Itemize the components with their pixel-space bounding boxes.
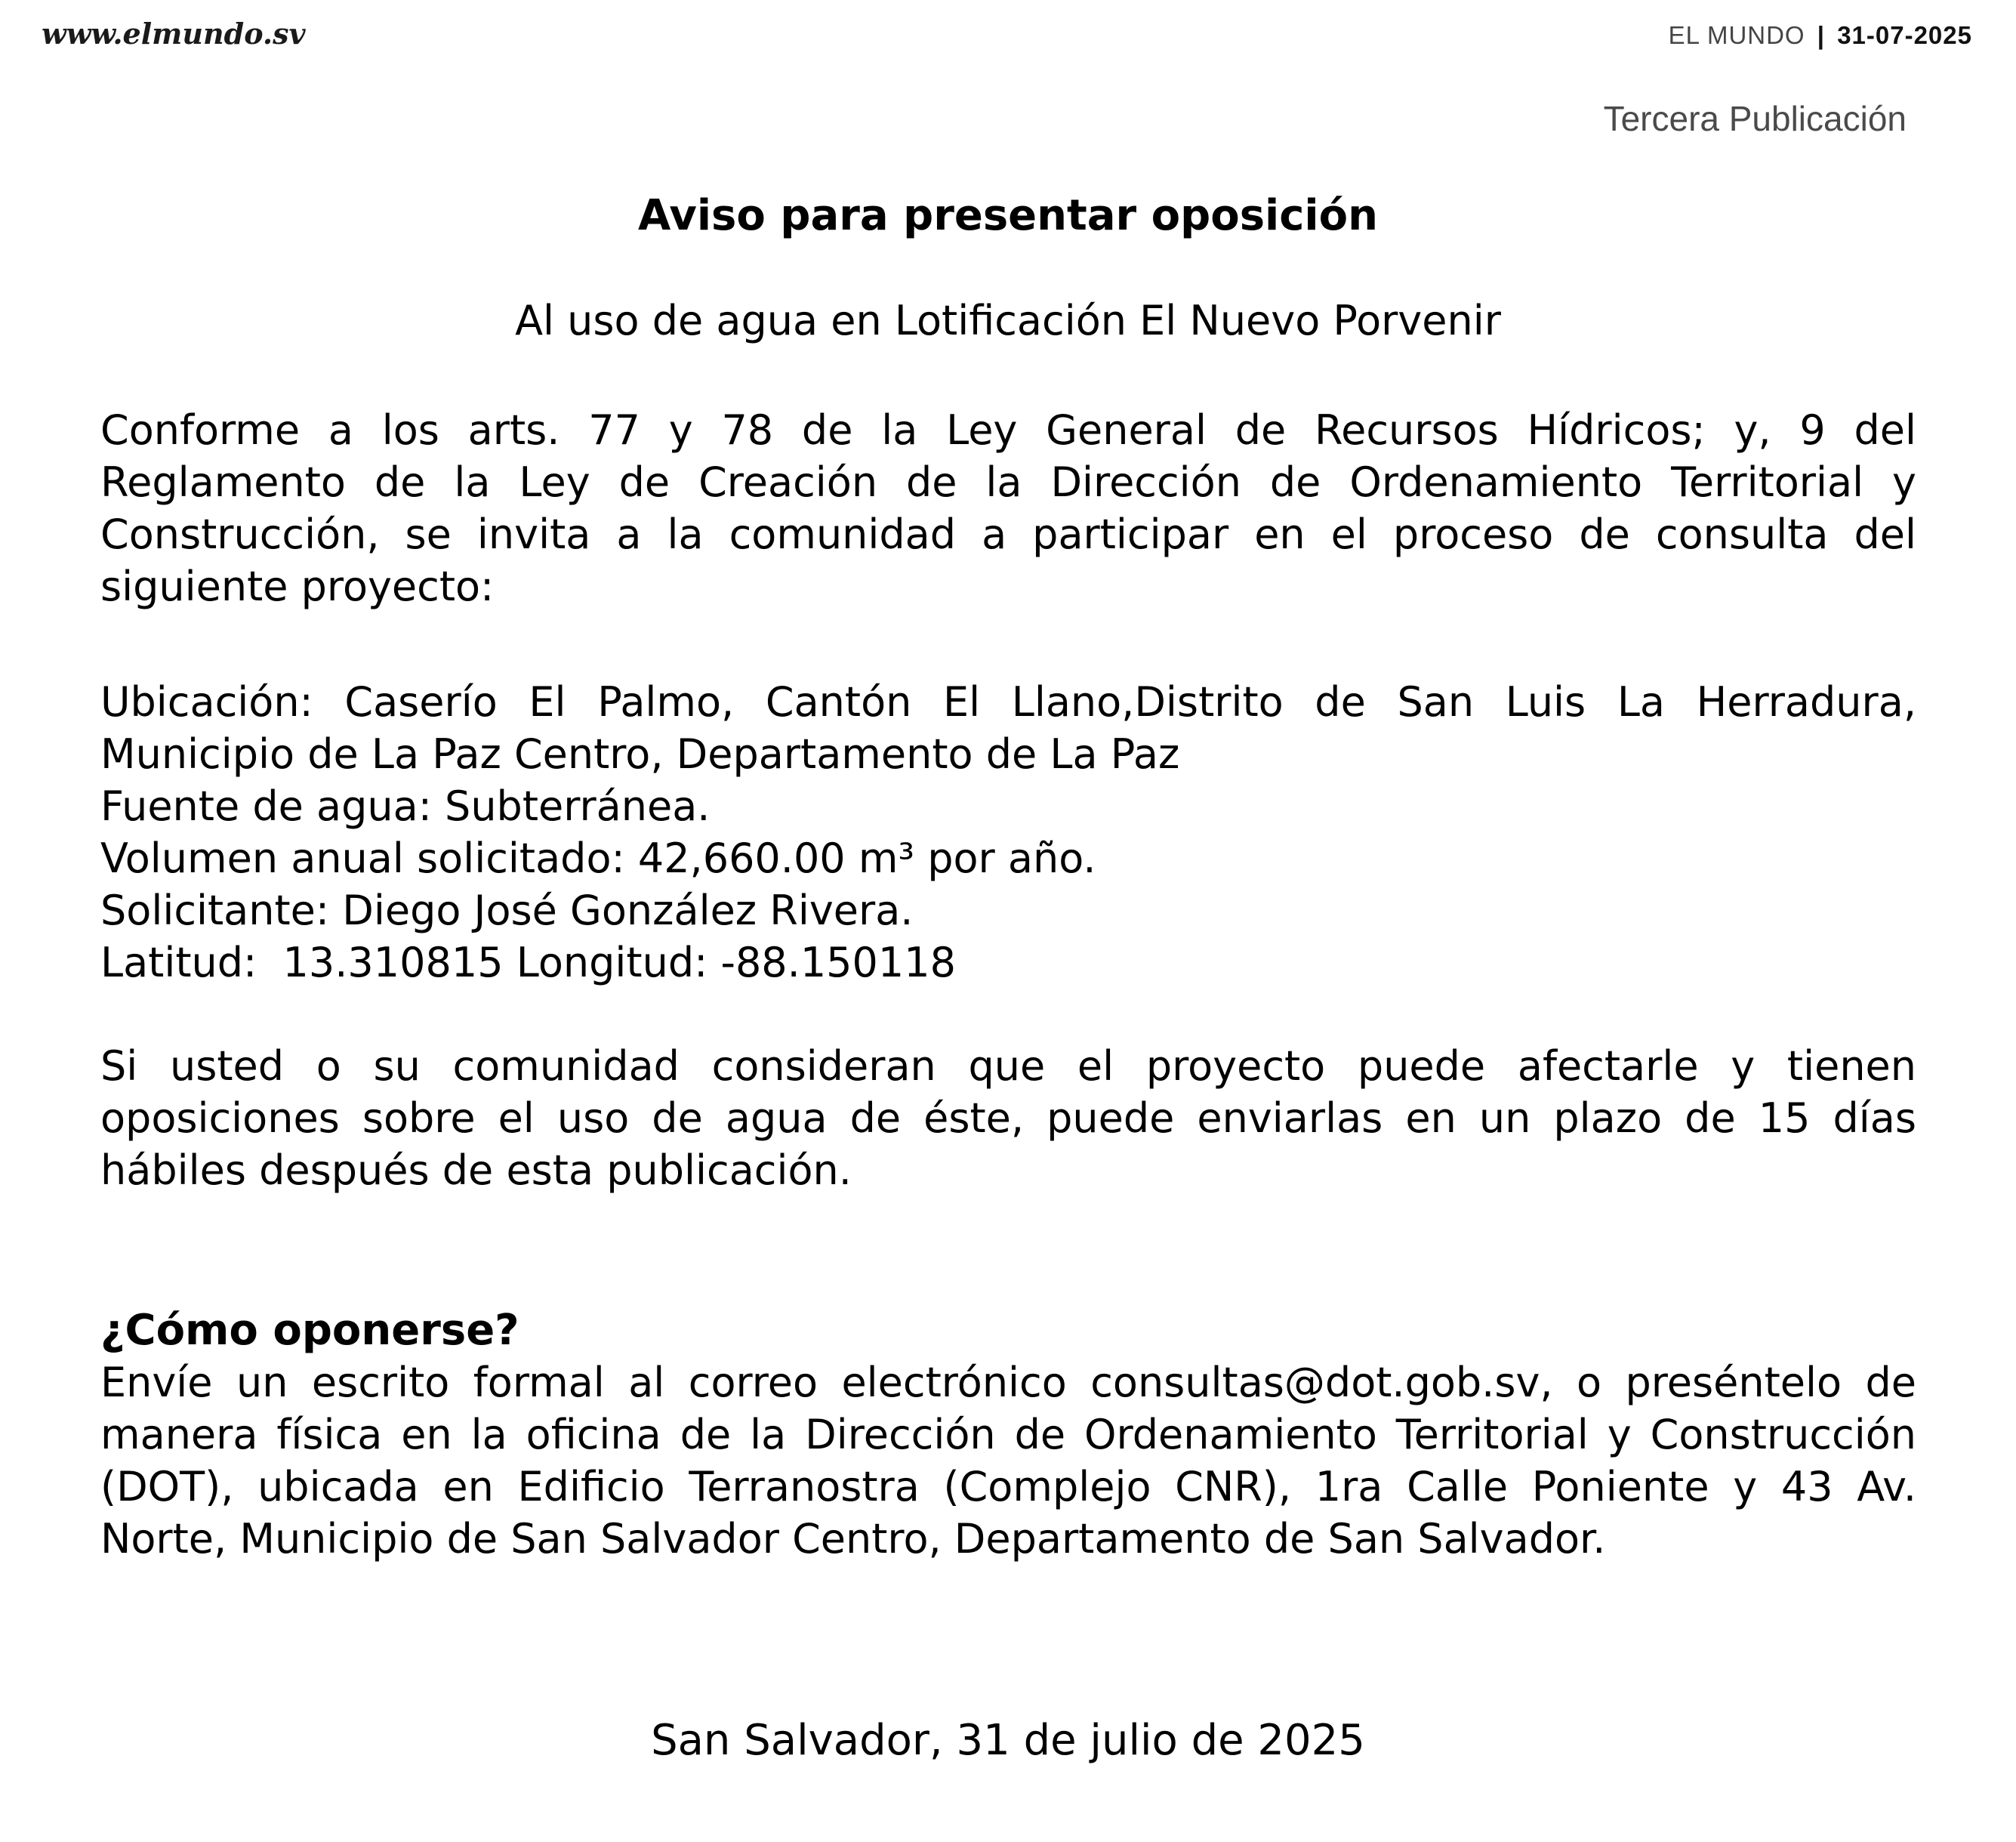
masthead-separator: |	[1817, 21, 1826, 49]
sign-off: San Salvador, 31 de julio de 2025	[651, 1716, 1365, 1765]
coordinates-line	[100, 936, 1916, 989]
publication-date: 31-07-2025	[1837, 21, 1972, 49]
water-source-line: Fuente de agua: Subterránea.	[100, 782, 711, 830]
how-to-oppose-paragraph: Envíe un escrito formal al correo electrónico consultas@dot.gob.sv, o preséntelo de manera física en la oficina de la Dirección de Ordenamiento Territorial y Construcción (DOT), ubicada en Edificio Terranostra (Complejo CNR), 1ra Calle Poniente y 43 Av. Norte, Municipio de San Salvador Centro, Departamento de San Salvador.	[100, 1359, 1916, 1563]
publication-tag: Tercera Publicación	[1603, 99, 1907, 138]
annual-volume-line: Volumen anual solicitado: 42,660.00 m³ por año.	[100, 835, 1096, 882]
paper-name: EL MUNDO	[1668, 21, 1805, 49]
intro-paragraph: Conforme a los arts. 77 y 78 de la Ley General de Recursos Hídricos; y, 9 del Reglamento de la Ley de Creación de la Dirección de Ordenamiento Territorial y Construcción, se invita a la comunidad a participar en el proceso de consulta del siguiente proyecto:	[100, 406, 1916, 610]
site-url: www.elmundo.sv	[42, 17, 306, 51]
latitude: Latitud: 13.310815	[100, 939, 504, 986]
masthead	[1669, 21, 1972, 50]
deadline-paragraph: Si usted o su comunidad consideran que el proyecto puede afectarle y tienen oposiciones sobre el uso de agua de éste, puede enviarlas en un plazo de 15 días hábiles después de esta publicación.	[100, 1042, 1916, 1194]
notice-title: Aviso para presentar oposición	[638, 191, 1378, 240]
notice-subtitle: Al uso de agua en Lotificación El Nuevo Porvenir	[515, 297, 1501, 344]
applicant-line: Solicitante: Diego José González Rivera.	[100, 887, 914, 934]
longitude: Longitud: -88.150118	[516, 939, 956, 986]
project-details	[100, 676, 1916, 989]
location-line: Ubicación: Caserío El Palmo, Cantón El Llano,Distrito de San Luis La Herradura, Municipio de La Paz Centro, Departamento de La Paz	[100, 678, 1916, 778]
how-to-oppose-heading: ¿Cómo oponerse?	[100, 1306, 519, 1355]
